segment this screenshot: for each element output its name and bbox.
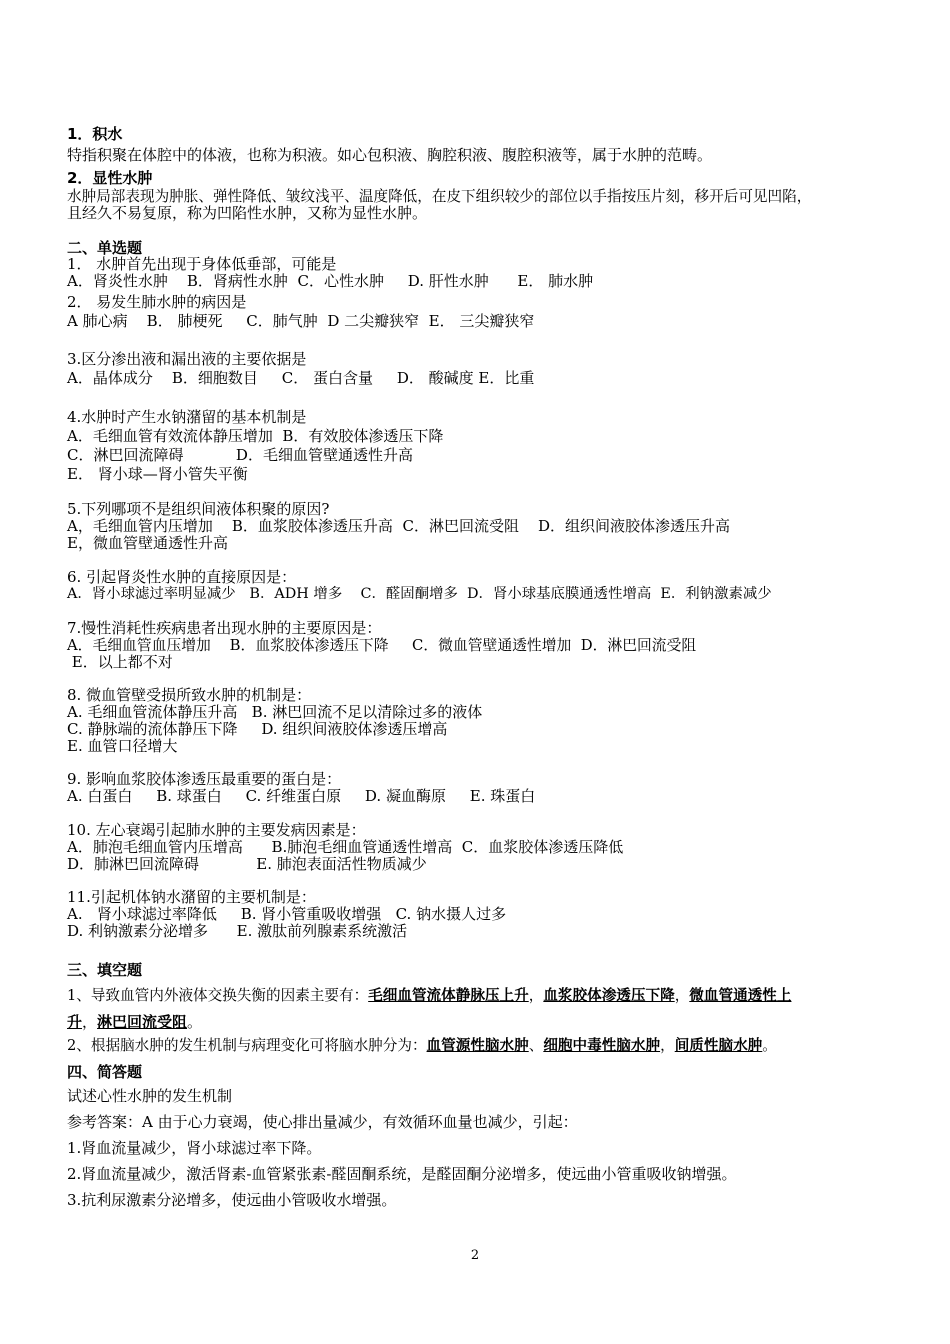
question-text: 3.区分渗出液和漏出液的主要依据是 (67, 350, 307, 368)
question-options: C. 静脉端的流体静压下降 D. 组织间液胶体渗透压增高 (67, 720, 448, 738)
question-5 (67, 501, 890, 552)
answer-blank: 血管源性脑水肿 (426, 1037, 529, 1054)
definition-title: 1．积水 (67, 125, 123, 143)
answer-text: 2.肾血流量减少，激活肾素-血管紧张素-醛固酮系统，是醛固酮分泌增多，使远曲小管重吸收钠增强。 (67, 1165, 737, 1183)
separator: ， (674, 987, 690, 1004)
question-options: A，毛细血管内压增加 B．血浆胶体渗透压升高 C．淋巴回流受阻 D．组织间液胶体渗透压升高 (67, 517, 731, 535)
separator: 、 (528, 1037, 544, 1054)
fill-blank-2 (67, 1033, 890, 1059)
answer-blank: 升 (67, 1013, 83, 1031)
fill-prefix: 2、根据脑水肿的发生机制与病理变化可将脑水肿分为： (67, 1037, 427, 1054)
question-11 (67, 889, 890, 940)
question-text: 7.慢性消耗性疾病患者出现水肿的主要原因是： (67, 619, 382, 637)
question-options: C．淋巴回流障碍 D．毛细血管壁通透性升高 (67, 446, 413, 464)
question-text: 6. 引起肾炎性水肿的直接原因是： (67, 568, 297, 586)
question-1 (67, 256, 890, 330)
answer-blank: 细胞中毒性脑水肿 (543, 1037, 661, 1054)
answer-text: 参考答案：A 由于心力衰竭，使心排出量减少，有效循环血量也减少，引起： (67, 1113, 578, 1131)
question-text: 1． 水肿首先出现于身体低垂部，可能是 (67, 255, 337, 273)
question-options: A．晶体成分 B．细胞数目 C． 蛋白含量 D． 酸碱度 E．比重 (67, 369, 535, 387)
question-options: A．肺泡毛细血管内压增高 B.肺泡毛细血管通透性增高 C．血浆胶体渗透压降低 (67, 838, 624, 856)
definition-text-line: 且经久不易复原，称为凹陷性水肿，又称为显性水肿。 (67, 204, 428, 222)
question-options: A．肾小球滤过率明显减少 B．ADH 增多 C．醛固酮增多 D．肾小球基底膜通透性增高 E．利钠激素减少 (67, 586, 772, 602)
question-text: 8. 微血管壁受损所致水肿的机制是： (67, 686, 312, 704)
separator: 。 (187, 1013, 203, 1031)
separator: ， (528, 987, 544, 1004)
question-options: A. 毛细血管流体静压升高 B. 淋巴回流不足以清除过多的液体 (67, 703, 483, 721)
definition-xianxing (67, 168, 890, 222)
definition-text: 特指积聚在体腔中的体液，也称为积液。如心包积液、胸腔积液、腹腔积液等，属于水肿的范畴。 (67, 146, 713, 164)
question-options: A．肾炎性水肿 B．肾病性水肿 C．心性水肿 D. 肝性水肿 E． 肺水肿 (67, 272, 594, 290)
answer-text: 1.肾血流量减少，肾小球滤过率下降。 (67, 1139, 322, 1157)
question-3 (67, 351, 890, 387)
section-title: 二、单选题 (67, 239, 143, 257)
question-7 (67, 620, 890, 671)
fill-blank-1 (67, 983, 890, 1035)
answer-blank: 间质性脑水肿 (674, 1037, 763, 1054)
question-options: A 肺心病 B． 肺梗死 C．肺气肿 D 二尖瓣狭窄 E． 三尖瓣狭窄 (67, 312, 535, 330)
question-options: D．肺淋巴回流障碍 E. 肺泡表面活性物质减少 (67, 855, 427, 873)
short-answer-section (67, 1061, 890, 1213)
question-text: 9. 影响血浆胶体渗透压最重要的蛋白是： (67, 770, 342, 788)
answer-blank: 淋巴回流受阻 (97, 1013, 188, 1031)
separator: ， (660, 1037, 675, 1054)
definition-title: 2．显性水肿 (67, 169, 153, 187)
section-title: 四、简答题 (67, 1063, 143, 1081)
answer-blank: 血浆胶体渗透压下降 (543, 987, 675, 1004)
question-8 (67, 687, 890, 755)
question-10 (67, 822, 890, 873)
fill-line (67, 1009, 890, 1035)
question-4 (67, 409, 890, 483)
question-options: A. 白蛋白 B. 球蛋白 C. 纤维蛋白原 D. 凝血酶原 E. 珠蛋白 (67, 787, 536, 805)
fill-blank-section (67, 960, 890, 980)
answer-blank: 毛细血管流体静脉压上升 (368, 987, 529, 1004)
page-number: 2 (470, 1248, 480, 1263)
answer-text: 3.抗利尿激素分泌增多，使远曲小管吸收水增强。 (67, 1191, 397, 1209)
answer-blank: 微血管通透性上 (689, 987, 792, 1004)
question-options: A．毛细血管有效流体静压增加 B．有效胶体渗透压下降 (67, 427, 444, 445)
separator: 。 (762, 1037, 777, 1054)
definition-text-line: 水肿局部表现为肿胀、弹性降低、皱纹浅平、温度降低，在皮下组织较少的部位以手指按压片刻，移开后可见凹陷， (67, 188, 812, 205)
question-options: A. 肾小球滤过率降低 B. 肾小管重吸收增强 C. 钠水摄人过多 (67, 905, 507, 923)
question-text: 5.下列哪项不是组织间液体积聚的原因? (67, 500, 330, 518)
question-options: E． 肾小球—肾小管失平衡 (67, 465, 248, 483)
question-options: E. 血管口径增大 (67, 737, 178, 755)
fill-prefix: 1、导致血管内外液体交换失衡的因素主要有： (67, 987, 369, 1004)
question-options: D. 利钠激素分泌增多 E. 激肽前列腺素系统激活 (67, 922, 408, 940)
question-text: 2． 易发生肺水肿的病因是 (67, 293, 247, 311)
question-text: 4.水肿时产生水钠潴留的基本机制是 (67, 408, 307, 426)
question-options: E，微血管壁通透性升高 (67, 534, 228, 552)
question-options: A．毛细血管血压增加 B．血浆胶体渗透压下降 C．微血管壁通透性增加 D．淋巴回流受阻 (67, 637, 697, 654)
question-text: 11.引起机体钠水潴留的主要机制是： (67, 888, 316, 906)
question-text: 10. 左心衰竭引起肺水肿的主要发病因素是： (67, 821, 366, 839)
question-options: E．以上都不对 (67, 653, 173, 671)
section-title: 三、填空题 (67, 961, 143, 979)
definition-jishui (67, 124, 890, 166)
fill-line (67, 1033, 890, 1059)
fill-line (67, 983, 890, 1009)
question-6 (67, 569, 890, 603)
question-text: 试述心性水肿的发生机制 (67, 1087, 233, 1105)
separator: ， (82, 1013, 98, 1031)
question-9 (67, 771, 890, 805)
